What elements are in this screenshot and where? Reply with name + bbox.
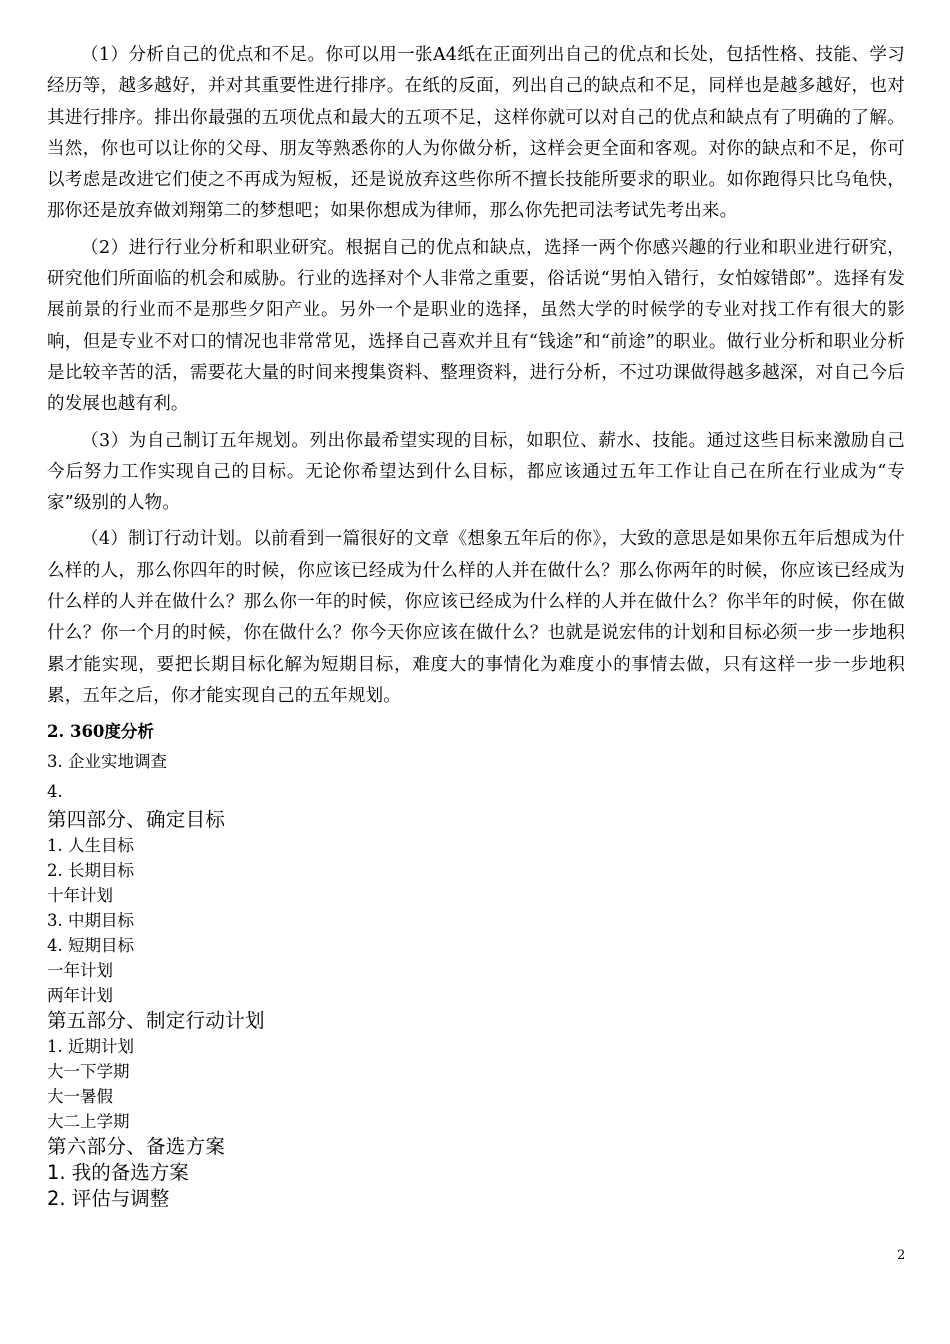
list-item-one-year-plan: 一年计划 — [47, 961, 113, 981]
list-item-near-term-plan: 1. 近期计划 — [47, 1037, 134, 1057]
list-item-two-year-plan: 两年计划 — [47, 986, 113, 1006]
heading-part4: 第四部分、确定目标 — [47, 808, 226, 832]
list-item-freshman-summer: 大一暑假 — [47, 1087, 113, 1107]
paragraph-five-year-plan: （3）为自己制订五年规划。列出你最希望实现的目标，如职位、薪水、技能。通过这些目标来激励自己今后努力工作实现自己的目标。无论你希望达到什么目标，都应该通过五年工作让自己在所在行业成为“专家”级别的人物。 — [47, 430, 905, 514]
list-item-mid-term-goal: 3. 中期目标 — [47, 911, 134, 931]
list-item-evaluate-adjust: 2. 评估与调整 — [47, 1186, 170, 1210]
list-item-ten-year-plan: 十年计划 — [47, 886, 113, 906]
list-item-sophomore-fall: 大二上学期 — [47, 1112, 130, 1132]
paragraph-strengths-weaknesses: （1）分析自己的优点和不足。你可以用一张A4纸在正面列出自己的优点和长处，包括性格、技能、学习经历等，越多越好，并对其重要性进行排序。在纸的反面，列出自己的缺点和不足，同样也是越多越好，也对其进行排序。排出你最强的五项优点和最大的五项不足，这样你就可以对自己的优点和缺点有了明确的了解。当然，你也可以让你的父母、朋友等熟悉你的人为你做分析，这样会更全面和客观。对你的缺点和不足，你可以考虑是改进它们使之不再成为短板，还是说放弃这些你所不擅长技能所要求的职业。如你跑得只比乌龟快，那你还是放弃做刘翔第二的梦想吧；如果你想成为律师，那么你先把司法考试先考出来。 — [47, 45, 905, 222]
list-item-my-alternatives: 1. 我的备选方案 — [47, 1161, 189, 1185]
paragraph-industry-analysis: （2）进行行业分析和职业研究。根据自己的优点和缺点，选择一两个你感兴趣的行业和职业进行研究，研究他们所面临的机会和威胁。行业的选择对个人非常之重要，俗话说“男怕入错行，女怕嫁错郎”。选择有发展前景的行业而不是那些夕阳产业。另外一个是职业的选择，虽然大学的时候学的专业对找工作有很大的影响，但是专业不对口的情况也非常常见，选择自己喜欢并且有“钱途”和“前途”的职业。做行业分析和职业分析是比较辛苦的活，需要花大量的时间来搜集资料、整理资料，进行分析，不过功课做得越多越深，对自己今后的发展也越有利。 — [47, 237, 905, 415]
item-field-survey: 3. 企业实地调查 — [47, 752, 167, 772]
page-number: 2 — [897, 1248, 906, 1263]
document-page — [47, 40, 905, 1211]
list-item-freshman-spring: 大一下学期 — [47, 1062, 130, 1082]
list-item-life-goal: 1. 人生目标 — [47, 836, 134, 856]
paragraph-action-plan: （4）制订行动计划。以前看到一篇很好的文章《想象五年后的你》，大致的意思是如果你五年后想成为什么样的人，那么你四年的时候，你应该已经成为什么样的人并在做什么？那么你两年的时候，你应该已经成为什么样的人并在做什么？那么你一年的时候，你应该已经成为什么样的人并在做什么？你半年的时候，你在做什么？你一个月的时候，你在做什么？你今天你应该在做什么？也就是说宏伟的计划和目标必须一步一步地积累才能实现，要把长期目标化解为短期目标，难度大的事情化为难度小的事情去做，只有这样一步一步地积累，五年之后，你才能实现自己的五年规划。 — [47, 529, 905, 706]
list-item-long-term-goal: 2. 长期目标 — [47, 861, 134, 881]
list-item-short-term-goal: 4. 短期目标 — [47, 936, 134, 956]
heading-part5: 第五部分、制定行动计划 — [47, 1009, 265, 1033]
item-4: 4. — [47, 782, 63, 802]
item-360-analysis: 2. 360度分析 — [47, 722, 154, 742]
heading-part6: 第六部分、备选方案 — [47, 1135, 226, 1159]
